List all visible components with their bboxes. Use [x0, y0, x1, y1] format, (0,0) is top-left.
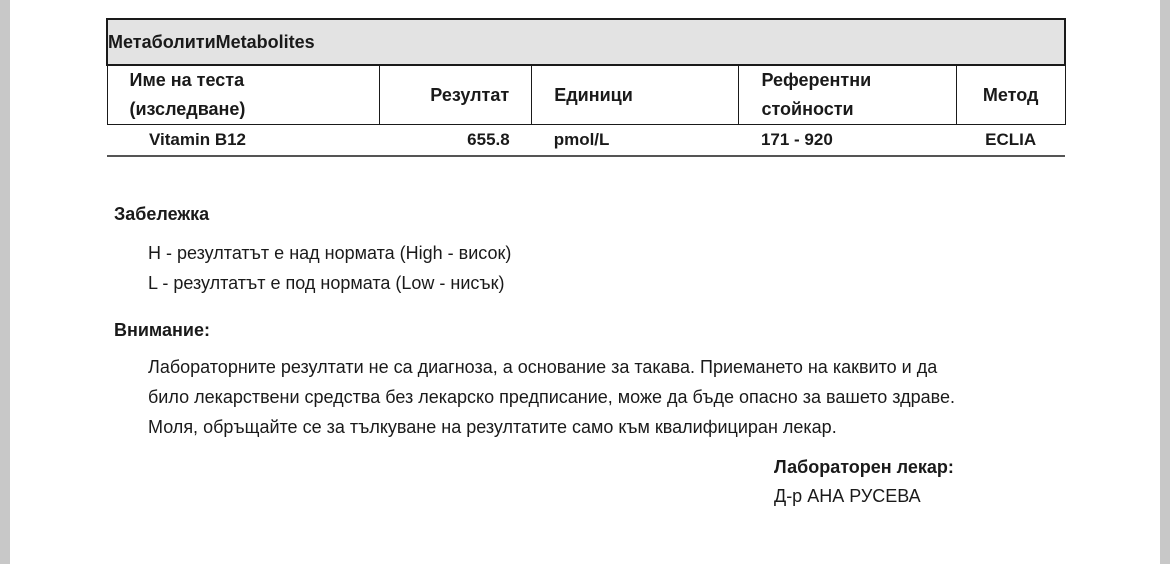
warning-text	[148, 352, 1078, 442]
report-page	[10, 0, 1160, 564]
cell-reference: 171 - 920	[739, 125, 956, 157]
results-table	[106, 18, 1066, 157]
cell-method: ECLIA	[956, 125, 1065, 157]
note-line-high: H - резултатът е над нормата (High - висок)	[148, 243, 512, 263]
note-lines	[148, 238, 511, 298]
table-row	[107, 125, 1065, 157]
header-test-name-line2: (изследване)	[129, 99, 246, 119]
warning-heading: Внимание:	[114, 320, 210, 340]
note-line-low: L - резултатът е под нормата (Low - нисък)	[148, 273, 505, 293]
warning-line-3: Моля, обръщайте се за тълкуване на резултатите само към квалифициран лекар.	[148, 417, 837, 437]
header-method: Метод	[956, 65, 1065, 125]
warning-line-2: било лекарствени средства без лекарско предписание, може да бъде опасно за вашето здраве.	[148, 387, 956, 407]
section-title: МетаболитиMetabolites	[107, 19, 1065, 65]
cell-units: pmol/L	[532, 125, 739, 157]
note-heading: Забележка	[114, 204, 210, 224]
header-result: Резултат	[379, 65, 532, 125]
cell-result: 655.8	[379, 125, 532, 157]
signature-title: Лабораторен лекар:	[774, 457, 954, 477]
cell-test-name: Vitamin B12	[107, 125, 379, 157]
header-units: Единици	[532, 65, 739, 125]
section-header-row	[107, 19, 1065, 65]
header-reference-line1: Референтни	[761, 70, 872, 90]
warning-line-1: Лабораторните резултати не са диагноза, а основание за такава. Приемането на каквито и да	[148, 357, 938, 377]
header-reference-line2: стойности	[761, 99, 854, 119]
column-header-row	[107, 65, 1065, 125]
header-test-name	[107, 65, 379, 125]
signature-name: Д-р АНА РУСЕВА	[774, 486, 921, 506]
header-reference	[739, 65, 956, 125]
header-test-name-line1: Име на теста	[129, 70, 245, 90]
